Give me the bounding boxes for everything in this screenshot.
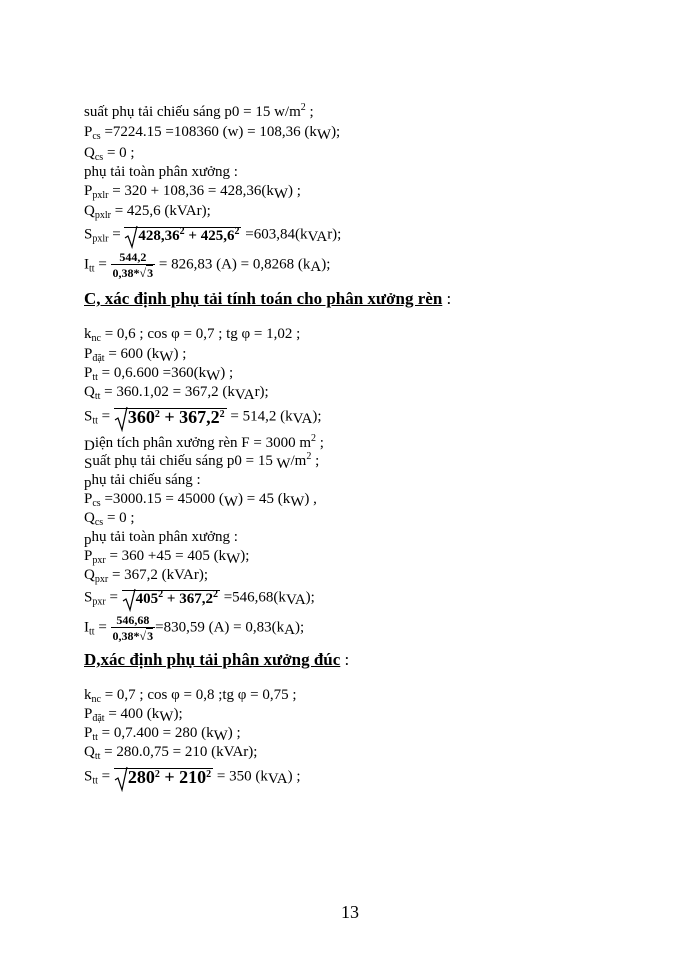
text: = 367,2 (kVAr); — [108, 567, 209, 583]
text: =7224.15 =108360 (w) = 108,36 (k — [100, 124, 317, 140]
radical-sign-icon — [124, 225, 138, 249]
lighting-load-label — [84, 472, 201, 489]
text: ) = 45 (k — [238, 491, 291, 507]
superscript: 2 — [311, 433, 317, 444]
symbol: P — [84, 706, 93, 722]
ptt-line — [84, 365, 233, 382]
text: =3000.15 = 45000 ( — [100, 491, 224, 507]
total-load-label — [84, 164, 238, 181]
text: ) ; — [288, 183, 301, 199]
denominator: 0,38*√3 — [112, 266, 154, 280]
itt-formula-line — [84, 250, 330, 280]
sqrt-expression — [114, 406, 227, 428]
knc-line-d — [84, 687, 297, 704]
unit: W — [276, 456, 291, 472]
text: ) ; — [287, 768, 301, 785]
text: suất phụ tải chiếu sáng p0 = 15 w/m — [84, 104, 301, 120]
unit: W — [316, 127, 332, 143]
page-number: 13 — [341, 902, 359, 922]
text: ); — [312, 408, 322, 425]
text: = 514,2 (k — [226, 408, 293, 425]
text: = 425,6 (kVAr); — [110, 203, 211, 219]
subscript: pxlr — [94, 210, 111, 221]
text: ; — [305, 104, 314, 120]
section-d-heading — [84, 651, 349, 670]
subscript: tt — [92, 732, 98, 743]
radical-sign-icon — [122, 588, 136, 612]
text: =603,84(k — [241, 226, 308, 243]
radicand: 3 — [147, 629, 154, 643]
heading-text: D,xác định phụ tải phân xưởng đúc — [84, 650, 341, 669]
denominator: 0,38*√3 — [112, 629, 154, 643]
text: ); — [331, 124, 341, 140]
text: ); — [305, 589, 315, 606]
plus: + — [184, 228, 201, 244]
subscript: pxr — [94, 574, 109, 585]
text: ) ; — [227, 725, 241, 741]
stt-formula-line-d — [84, 766, 301, 788]
text: ); — [321, 256, 331, 273]
symbol: k — [84, 326, 92, 342]
text: : — [340, 650, 350, 669]
numerator: 544,2 — [111, 250, 156, 265]
subscript: pxr — [92, 596, 106, 608]
subscript: tt — [94, 391, 101, 402]
text: r); — [327, 226, 342, 243]
text: hụ tải toàn phân xưởng : — [91, 529, 238, 545]
sqrt-expression — [124, 225, 241, 245]
itt-formula-line-c — [84, 613, 304, 643]
text: = 0,7.400 = 280 (k — [97, 725, 214, 741]
total-load-label-c — [84, 529, 238, 546]
text: ); — [240, 548, 250, 564]
ptt-line-d — [84, 725, 241, 742]
subscript: tt — [94, 751, 101, 762]
text: = 0 ; — [103, 510, 135, 526]
text: = 280.0,75 = 210 (kVAr); — [100, 744, 258, 760]
plus: + — [159, 407, 180, 427]
operand: 210 — [179, 767, 207, 787]
symbol: Q — [84, 744, 95, 760]
exponent: 2 — [219, 409, 225, 420]
operand: 367,2 — [179, 407, 220, 427]
spx-formula-line — [84, 225, 341, 245]
symbol: I — [84, 256, 89, 273]
unit: VA — [307, 229, 328, 246]
text: ; — [311, 453, 320, 469]
spx-formula-line-c — [84, 588, 315, 608]
text: p — [84, 532, 92, 548]
unit: VA — [292, 411, 313, 428]
text: = — [97, 408, 114, 425]
unit: W — [206, 368, 221, 384]
unit: VA — [267, 771, 288, 788]
text: ; — [316, 435, 324, 451]
symbol: I — [84, 619, 89, 636]
symbol: Q — [84, 384, 95, 400]
symbol: S — [84, 768, 93, 785]
radicand: 3 — [147, 266, 154, 280]
subscript: đặt — [92, 353, 105, 364]
text: S — [84, 456, 93, 472]
text: =830,59 (A) = 0,83(k — [155, 619, 285, 636]
unit: A — [284, 622, 295, 639]
operand: 428,36 — [138, 228, 180, 244]
text: = 0 ; — [103, 145, 135, 161]
lighting-load-density-line — [84, 104, 314, 121]
symbol: P — [84, 491, 93, 507]
text: hụ tải chiếu sáng : — [91, 472, 201, 488]
symbol: Q — [84, 510, 95, 526]
subscript: nc — [91, 333, 101, 344]
plus: + — [163, 591, 180, 607]
qcs-line-c — [84, 510, 135, 527]
symbol: k — [84, 687, 92, 703]
pcs-line — [84, 124, 340, 141]
symbol: P — [84, 183, 93, 199]
text: iện tích phân xưởng rèn F = 3000 m — [94, 435, 312, 451]
subscript: pxr — [92, 555, 106, 566]
text: r); — [254, 384, 269, 400]
unit: A — [310, 259, 322, 276]
exponent: 2 — [234, 226, 240, 237]
exponent: 2 — [179, 226, 185, 237]
exponent: 2 — [212, 589, 218, 600]
text: /m — [290, 453, 307, 469]
ppx-line-c — [84, 548, 249, 565]
text: = 826,83 (A) = 0,8268 (k — [155, 256, 311, 273]
text: : — [442, 289, 452, 308]
symbol: P — [84, 365, 93, 381]
symbol: P — [84, 725, 93, 741]
subscript: pxlr — [92, 190, 109, 201]
text: D — [84, 438, 95, 454]
pdat-line-d — [84, 706, 183, 723]
unit: VA — [285, 592, 306, 609]
text: = — [94, 256, 111, 273]
text: ); — [173, 706, 183, 722]
text: = 350 (k — [213, 768, 268, 785]
unit: W — [159, 349, 174, 365]
text: = 360 +45 = 405 (k — [105, 548, 227, 564]
text: = — [108, 226, 125, 243]
unit: W — [223, 494, 239, 510]
ppx-line — [84, 183, 301, 200]
denominator-text: 0,38* — [112, 629, 140, 643]
text: ) ; — [173, 346, 187, 362]
exponent: 2 — [158, 589, 164, 600]
sqrt-expression — [114, 766, 213, 788]
operand: 405 — [135, 591, 159, 607]
symbol: P — [84, 124, 93, 140]
subscript: tt — [92, 775, 98, 787]
unit: VA — [234, 387, 255, 403]
qpx-line — [84, 203, 211, 220]
operand: 360 — [127, 407, 155, 427]
qpx-line-c — [84, 567, 208, 584]
denominator-text: 0,38* — [112, 266, 140, 280]
subscript: tt — [89, 263, 95, 275]
subscript: cs — [94, 152, 104, 163]
unit: W — [273, 186, 288, 202]
unit: W — [159, 709, 174, 725]
fraction — [111, 613, 156, 643]
text: ) , — [304, 491, 317, 507]
sqrt-expression — [122, 588, 220, 608]
operand: 367,2 — [179, 591, 213, 607]
stt-formula-line — [84, 406, 322, 428]
subscript: đặt — [92, 713, 105, 724]
superscript: 2 — [300, 102, 306, 113]
symbol: S — [84, 226, 93, 243]
symbol: Q — [84, 145, 95, 161]
subscript: cs — [92, 131, 101, 142]
symbol: S — [84, 408, 93, 425]
numerator: 546,68 — [111, 613, 156, 628]
plus: + — [159, 767, 180, 787]
symbol: P — [84, 548, 93, 564]
pcs-line-c — [84, 491, 317, 508]
subscript: pxlr — [92, 233, 109, 245]
qtt-line-d — [84, 744, 257, 761]
text: = — [105, 589, 122, 606]
symbol: S — [84, 589, 93, 606]
text: ); — [294, 619, 305, 636]
subscript: tt — [89, 626, 95, 638]
text: = 0,7 ; cos φ = 0,8 ;tg φ = 0,75 ; — [100, 687, 297, 703]
text: = 360.1,02 = 367,2 (k — [100, 384, 235, 400]
text: = 320 + 108,36 = 428,36(k — [108, 183, 274, 199]
p0-line — [84, 453, 319, 470]
subscript: tt — [92, 415, 98, 427]
section-c-heading — [84, 290, 451, 309]
heading-text: C, xác định phụ tải tính toán cho phân xưởng rèn — [84, 289, 443, 308]
subscript: cs — [94, 517, 104, 528]
unit: W — [226, 551, 241, 567]
text: uất phụ tải chiếu sáng p0 = 15 — [92, 453, 277, 469]
text: =546,68(k — [219, 589, 286, 606]
text: = 600 (k — [104, 346, 160, 362]
area-line — [84, 435, 324, 452]
unit: W — [290, 494, 305, 510]
knc-line — [84, 326, 300, 343]
symbol: P — [84, 346, 93, 362]
text: = 400 (k — [104, 706, 160, 722]
exponent: 2 — [154, 769, 160, 780]
subscript: cs — [92, 498, 101, 509]
fraction — [111, 250, 156, 280]
radical-sign-icon — [114, 766, 128, 792]
radical-sign-icon — [114, 406, 128, 432]
symbol: Q — [84, 203, 95, 219]
operand: 425,6 — [200, 228, 235, 244]
exponent: 2 — [206, 769, 212, 780]
text: p — [84, 475, 92, 491]
text: ) ; — [220, 365, 234, 381]
text: = — [94, 619, 111, 636]
subscript: tt — [92, 372, 98, 383]
subscript: nc — [91, 694, 101, 705]
pdat-line — [84, 346, 186, 363]
text: = — [97, 768, 114, 785]
text: = 0,6 ; cos φ = 0,7 ; tg φ = 1,02 ; — [100, 326, 301, 342]
exponent: 2 — [154, 409, 160, 420]
unit: W — [213, 728, 228, 744]
operand: 280 — [127, 767, 155, 787]
text: phụ tải toàn phân xưởng : — [84, 164, 238, 180]
symbol: Q — [84, 567, 95, 583]
text: = 0,6.600 =360(k — [97, 365, 207, 381]
superscript: 2 — [306, 451, 312, 462]
qcs-line — [84, 145, 135, 162]
qtt-line — [84, 384, 269, 401]
